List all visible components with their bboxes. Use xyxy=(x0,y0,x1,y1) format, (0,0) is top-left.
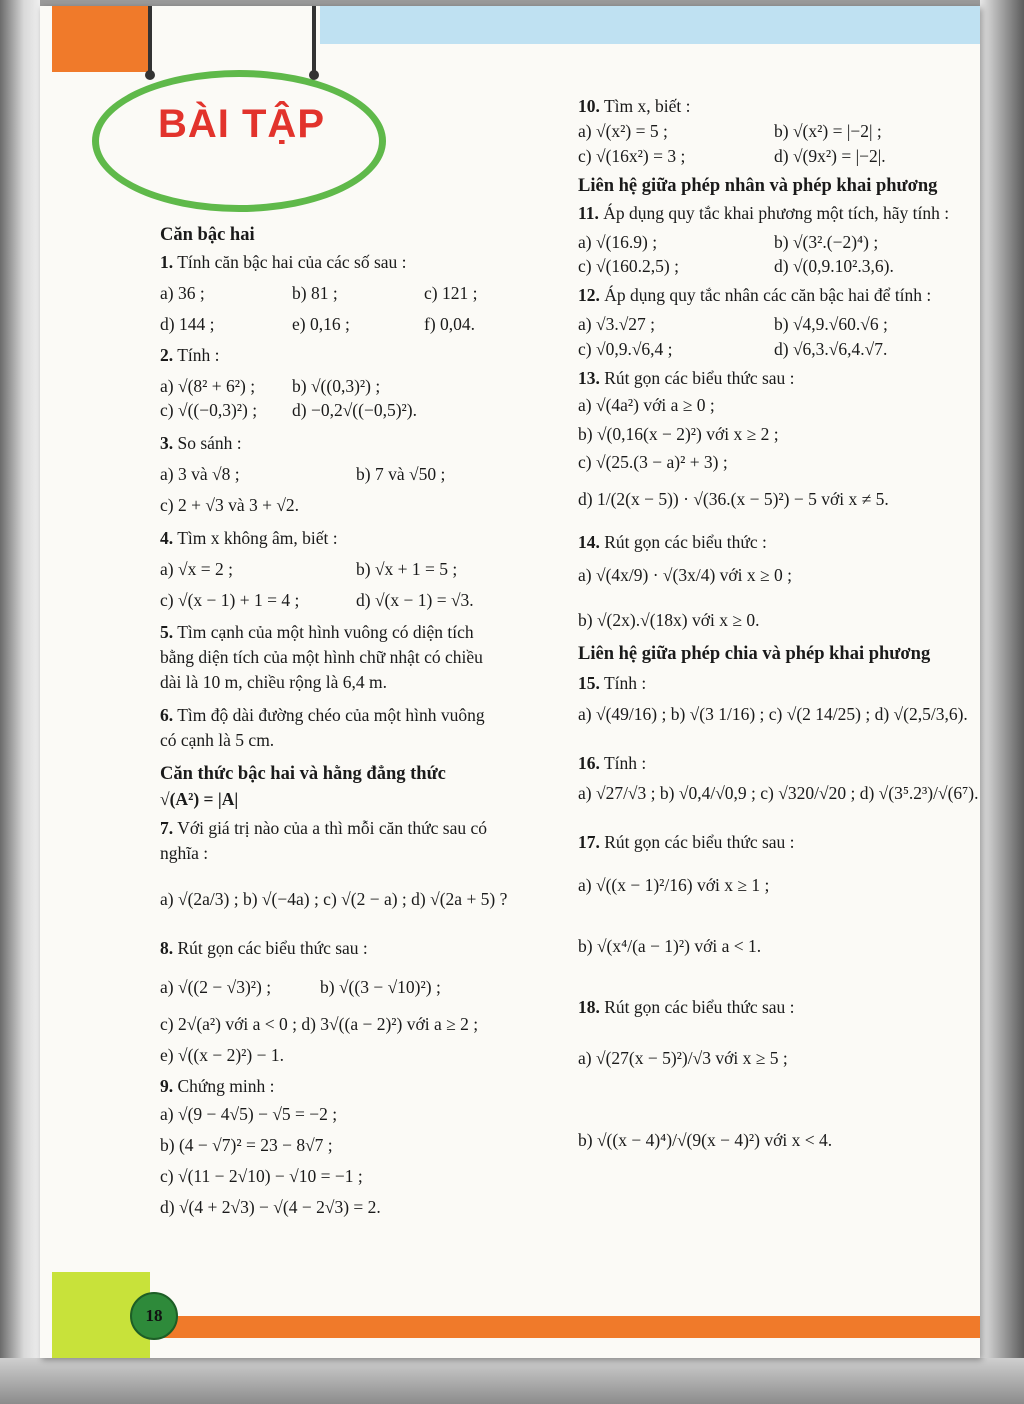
top-band-blue xyxy=(320,6,980,44)
problem-number: 10. xyxy=(578,96,600,116)
problem-2-row-2 xyxy=(160,398,490,423)
answer-item: c) 121 ; xyxy=(424,283,478,304)
problem-15 xyxy=(578,671,950,696)
problem-13 xyxy=(578,366,950,391)
answer-item: d) 144 ; xyxy=(160,313,215,334)
problem-18 xyxy=(578,995,950,1020)
problem-number: 2. xyxy=(160,344,174,365)
problem-text: Tìm cạnh của một hình vuông có diện tích bằng diện tích của một hình chữ nhật có chiều dài là 10 m, chiều rộng là 6,4 m. xyxy=(160,622,483,693)
problem-text: Tính căn bậc hai của các số sau : xyxy=(177,252,407,273)
left-column xyxy=(160,218,508,1220)
problem-16-row-1: a) √27/√3 ; b) √0,4/√0,9 ; c) √320/√20 ; d) √(3⁵.2³)/√(6⁷). xyxy=(578,783,979,804)
problem-4-row-2 xyxy=(160,588,490,613)
problem-12 xyxy=(578,283,950,308)
answer-item: d) √(0,9.10².3,6). xyxy=(774,256,894,277)
problem-8 xyxy=(160,936,490,961)
answer-item: a) √(8² + 6²) ; xyxy=(160,375,256,396)
problem-number: 14. xyxy=(578,532,600,553)
problem-17-line-b: b) √(x⁴/(a − 1)²) với a < 1. xyxy=(578,935,762,956)
problem-7-row-1: a) √(2a/3) ; b) √(−4a) ; c) √(2 − a) ; d) √(2a + 5) ? xyxy=(160,889,508,910)
problem-number: 15. xyxy=(578,672,600,693)
answer-item: b) √((3 − √10)²) ; xyxy=(320,977,441,998)
problem-13-line-b: b) √(0,16(x − 2)²) với x ≥ 2 ; xyxy=(578,423,779,444)
answer-item: c) √((−0,3)²) ; xyxy=(160,400,258,421)
problem-2 xyxy=(160,343,490,368)
problem-1-row-2 xyxy=(160,312,490,337)
answer-item: f) 0,04. xyxy=(424,313,476,334)
problem-number: 1. xyxy=(160,252,174,273)
problem-11-row-2 xyxy=(578,254,950,279)
problem-9-line-c: c) √(11 − 2√10) − √10 = −1 ; xyxy=(160,1166,363,1187)
problem-number: 17. xyxy=(578,832,600,853)
hanger-right xyxy=(312,6,316,76)
answer-item: a) 36 ; xyxy=(160,283,205,304)
answer-item: b) √(x²) = |−2| ; xyxy=(774,120,882,141)
problem-number: 13. xyxy=(578,367,600,388)
hanger-left-dot xyxy=(145,70,155,80)
problem-15-row-1: a) √(49/16) ; b) √(3 1/16) ; c) √(2 14/25) ; d) √(2,5/3,6). xyxy=(578,703,968,724)
problem-12-row-1 xyxy=(578,312,950,337)
problem-text: Tìm x không âm, biết : xyxy=(177,527,338,548)
problem-8-row-2: c) 2√(a²) với a < 0 ; d) 3√((a − 2)²) với a ≥ 2 ; xyxy=(160,1013,479,1034)
problem-9 xyxy=(160,1074,490,1099)
problem-16 xyxy=(578,751,950,776)
answer-item: a) √3.√27 ; xyxy=(578,314,656,335)
problem-18-line-b: b) √((x − 4)⁴)/√(9(x − 4)²) với x < 4. xyxy=(578,1130,833,1151)
problem-8-row-3: e) √((x − 2)²) − 1. xyxy=(160,1044,284,1065)
answer-item: a) √((2 − √3)²) ; xyxy=(160,977,272,998)
page-edge-bottom xyxy=(0,1358,1024,1404)
problem-text: Rút gọn các biểu thức sau : xyxy=(604,832,795,853)
problem-1 xyxy=(160,250,490,275)
section-heading-phep-nhan: Liên hệ giữa phép nhân và phép khai phương xyxy=(578,175,938,196)
answer-item: c) √(16x²) = 3 ; xyxy=(578,145,686,166)
problem-number: 12. xyxy=(578,285,600,306)
answer-item: c) √(160.2,5) ; xyxy=(578,256,679,277)
problem-11-row-1 xyxy=(578,230,950,255)
answer-item: b) 7 và √50 ; xyxy=(356,464,446,485)
problem-text: Rút gọn các biểu thức : xyxy=(604,532,767,553)
page-number: 18 xyxy=(130,1292,178,1340)
problem-9-line-b: b) (4 − √7)² = 23 − 8√7 ; xyxy=(160,1135,333,1156)
answer-item: d) −0,2√((−0,5)²). xyxy=(292,400,417,421)
problem-number: 16. xyxy=(578,752,600,773)
problem-number: 18. xyxy=(578,996,600,1017)
problem-text: Rút gọn các biểu thức sau : xyxy=(604,367,795,388)
problem-13-line-c: c) √(25.(3 − a)² + 3) ; xyxy=(578,452,728,473)
answer-item: a) √(16.9) ; xyxy=(578,231,658,252)
page-edge-left xyxy=(0,0,40,1404)
problem-number: 9. xyxy=(160,1075,174,1096)
problem-text: Tính : xyxy=(177,344,220,365)
problem-8-row-1 xyxy=(160,975,490,1000)
section-heading-can-bac-hai: Căn bậc hai xyxy=(160,225,255,245)
answer-item: a) √(x²) = 5 ; xyxy=(578,120,668,141)
section-heading-hang-dang-thuc: Căn thức bậc hai và hằng đẳng thức xyxy=(160,763,446,784)
answer-item: d) √(9x²) = |−2|. xyxy=(774,145,886,166)
problem-number: 5. xyxy=(160,622,174,643)
answer-item: d) √(x − 1) = √3. xyxy=(356,589,474,610)
answer-item: b) √x + 1 = 5 ; xyxy=(356,558,458,579)
problem-14 xyxy=(578,530,950,555)
problem-number: 3. xyxy=(160,433,174,454)
answer-item: a) √x = 2 ; xyxy=(160,558,233,579)
problem-text: Rút gọn các biểu thức sau : xyxy=(177,938,368,959)
problem-13-line-d: d) 1/(2(x − 5)) · √(36.(x − 5)²) − 5 với x ≠ 5. xyxy=(578,489,889,510)
problem-10-row-2 xyxy=(578,144,950,169)
hanger-left xyxy=(148,6,152,76)
right-column xyxy=(578,92,979,1153)
section-formula: √(A²) = |A| xyxy=(160,788,239,809)
answer-item: c) √(x − 1) + 1 = 4 ; xyxy=(160,589,300,610)
problem-5 xyxy=(160,620,490,695)
problem-9-line-a: a) √(9 − 4√5) − √5 = −2 ; xyxy=(160,1104,338,1125)
answer-item: b) √(3².(−2)⁴) ; xyxy=(774,231,879,252)
problem-4 xyxy=(160,526,490,551)
answer-item: b) 81 ; xyxy=(292,283,338,304)
problem-7 xyxy=(160,816,490,866)
problem-text: Tìm x, biết : xyxy=(603,96,691,116)
problem-number: 4. xyxy=(160,527,174,548)
problem-18-line-a: a) √(27(x − 5)²)/√3 với x ≥ 5 ; xyxy=(578,1047,788,1068)
answer-item: d) √6,3.√6,4.√7. xyxy=(774,339,888,360)
hanger-right-dot xyxy=(309,70,319,80)
problem-10-row-1 xyxy=(578,119,950,144)
textbook-page xyxy=(40,6,980,1358)
problem-2-row-1 xyxy=(160,374,490,399)
corner-band-orange xyxy=(52,6,148,72)
problem-6 xyxy=(160,703,490,753)
problem-text: Rút gọn các biểu thức sau : xyxy=(604,996,795,1017)
problem-17-line-a: a) √((x − 1)²/16) với x ≥ 1 ; xyxy=(578,875,770,896)
problem-13-line-a: a) √(4a²) với a ≥ 0 ; xyxy=(578,394,715,415)
page-edge-right xyxy=(980,0,1024,1404)
section-heading-phep-chia: Liên hệ giữa phép chia và phép khai phương xyxy=(578,643,931,664)
problem-14-line-a: a) √(4x/9) · √(3x/4) với x ≥ 0 ; xyxy=(578,564,792,585)
problem-number: 6. xyxy=(160,704,174,725)
problem-text: Tính : xyxy=(603,752,647,773)
problem-9-line-d: d) √(4 + 2√3) − √(4 − 2√3) = 2. xyxy=(160,1197,381,1217)
problem-text: Với giá trị nào của a thì mỗi căn thức sau có nghĩa : xyxy=(160,817,488,863)
problem-12-row-2 xyxy=(578,337,950,362)
answer-item: b) √4,9.√60.√6 ; xyxy=(774,314,888,335)
problem-3-row-2: c) 2 + √3 và 3 + √2. xyxy=(160,495,300,516)
problem-text: Tìm độ dài đường chéo của một hình vuông có cạnh là 5 cm. xyxy=(160,704,485,750)
problem-10 xyxy=(578,94,950,119)
problem-11 xyxy=(578,201,950,226)
problem-text: Áp dụng quy tắc nhân các căn bậc hai để tính : xyxy=(604,285,932,306)
problem-4-row-1 xyxy=(160,557,490,582)
bottom-band-orange xyxy=(150,1316,980,1338)
problem-text: So sánh : xyxy=(177,433,242,454)
problem-17 xyxy=(578,830,950,855)
problem-1-row-1 xyxy=(160,281,490,306)
answer-item: b) √((0,3)²) ; xyxy=(292,375,381,396)
answer-item: e) 0,16 ; xyxy=(292,313,350,334)
answer-item: c) √0,9.√6,4 ; xyxy=(578,339,673,360)
problem-3-row-1 xyxy=(160,462,490,487)
problem-number: 11. xyxy=(578,202,599,223)
problem-14-line-b: b) √(2x).√(18x) với x ≥ 0. xyxy=(578,609,760,630)
problem-number: 8. xyxy=(160,938,174,959)
problem-text: Tính : xyxy=(603,672,647,693)
answer-item: a) 3 và √8 ; xyxy=(160,464,240,485)
problem-number: 7. xyxy=(160,817,174,838)
problem-3 xyxy=(160,431,490,456)
problem-text: Áp dụng quy tắc khai phương một tích, hãy tính : xyxy=(603,202,950,223)
problem-text: Chứng minh : xyxy=(177,1075,275,1096)
page-title: BÀI TẬP xyxy=(158,102,325,146)
